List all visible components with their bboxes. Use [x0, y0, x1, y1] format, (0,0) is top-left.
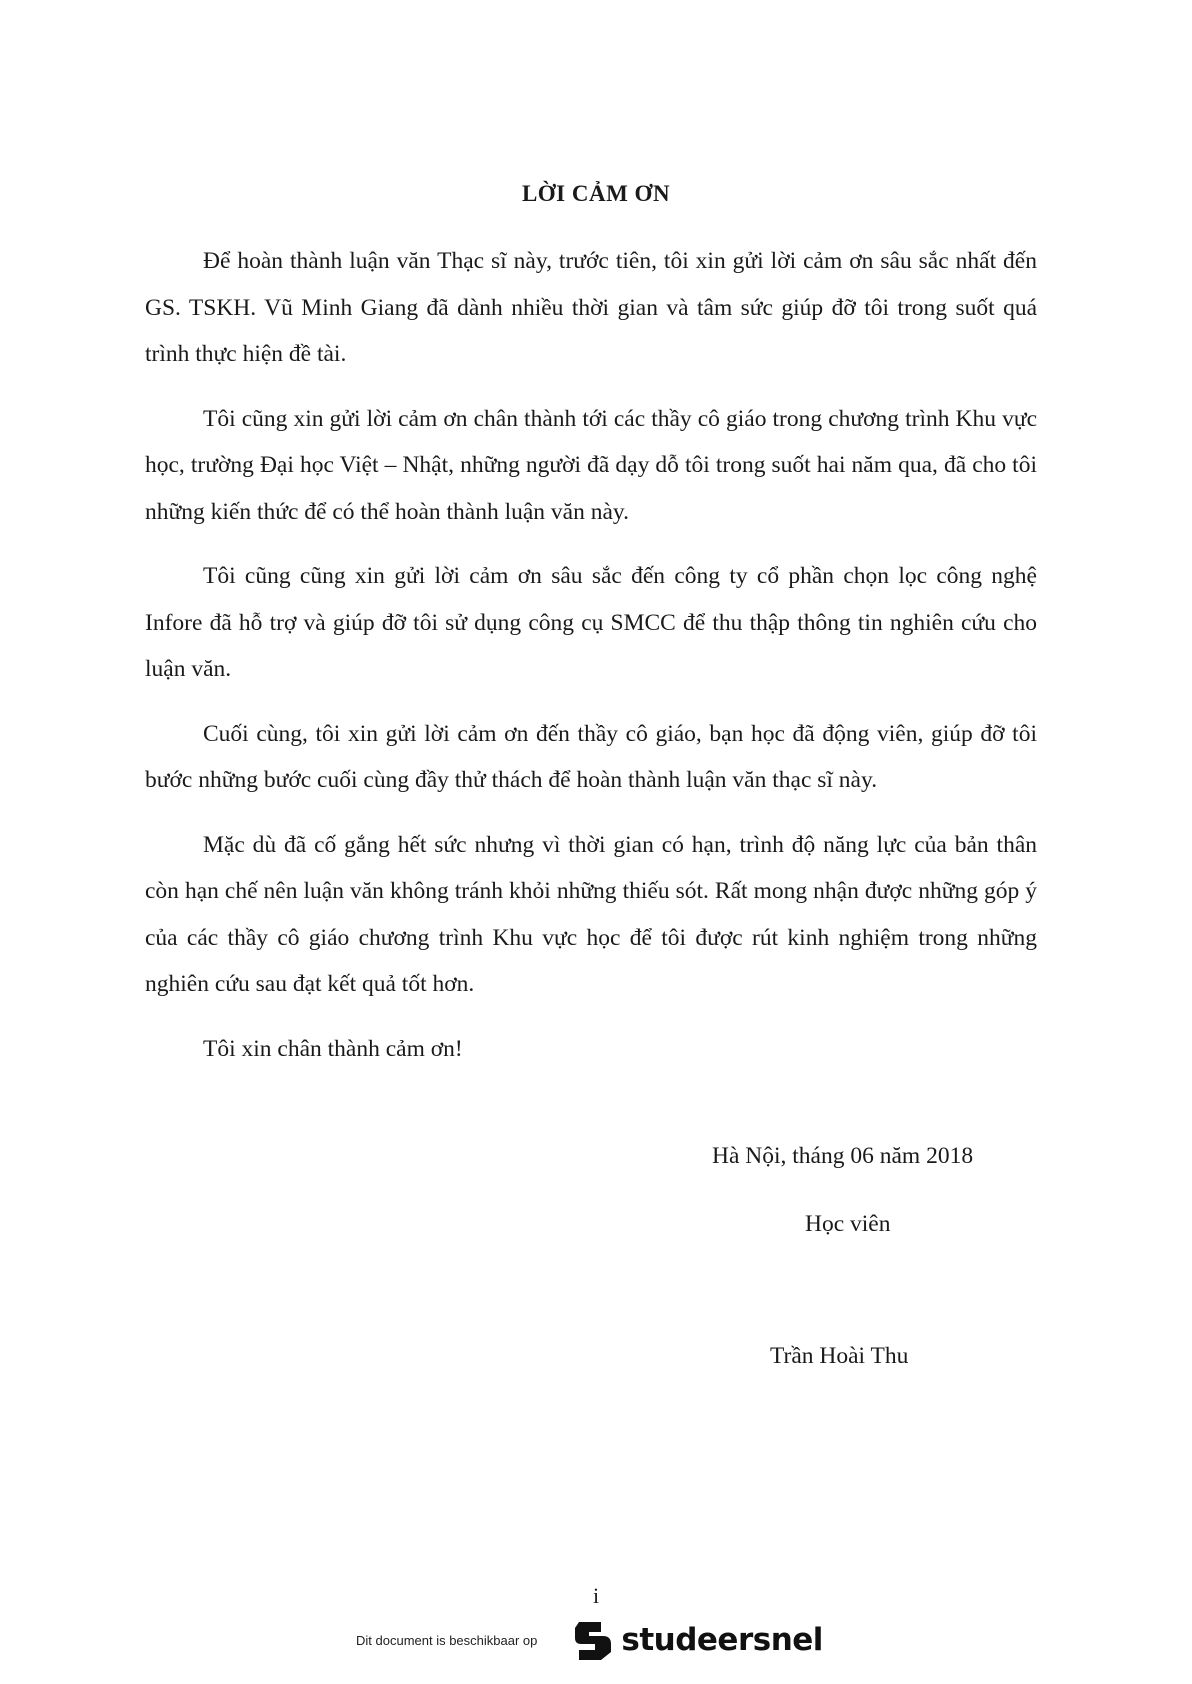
footer	[356, 1615, 823, 1665]
signature-role: Học viên	[805, 1211, 891, 1237]
paragraph: Cuối cùng, tôi xin gửi lời cảm ơn đến thầy cô giáo, bạn học đã động viên, giúp đỡ tôi bước những bước cuối cùng đầy thử thách để hoàn thành luận văn thạc sĩ này.	[145, 720, 1037, 793]
footer-note: Dit document is beschikbaar op	[356, 1632, 538, 1648]
signature-name: Trần Hoài Thu	[770, 1343, 909, 1369]
paragraph: Mặc dù đã cố gắng hết sức nhưng vì thời gian có hạn, trình độ năng lực của bản thân còn hạn chế nên luận văn không tránh khỏi những thiếu sót. Rất mong nhận được những góp ý của các thầy cô giáo chương trình Khu vực học để tôi được rút kinh nghiệm trong những nghiên cứu sau đạt kết quả tốt hơn.	[145, 831, 1037, 997]
studeersnel-logo-link[interactable]	[571, 1618, 823, 1662]
studeersnel-logo-icon	[571, 1618, 615, 1662]
page-number: i	[592, 1583, 600, 1608]
paragraph: Tôi cũng cũng xin gửi lời cảm ơn sâu sắc đến công ty cổ phần chọn lọc công nghệ Infore đã hỗ trợ và giúp đỡ tôi sử dụng công cụ SMCC để thu thập thông tin nghiên cứu cho luận văn.	[145, 563, 1037, 682]
signature-place-date: Hà Nội, tháng 06 năm 2018	[712, 1143, 974, 1169]
brand-name: studeersnel	[621, 1622, 823, 1658]
paragraph: Tôi xin chân thành cảm ơn!	[203, 1035, 463, 1062]
paragraph: Tôi cũng xin gửi lời cảm ơn chân thành tới các thầy cô giáo trong chương trình Khu vực học, trường Đại học Việt – Nhật, những người đã dạy dỗ tôi trong suốt hai năm qua, đã cho tôi những kiến thức để có thể hoàn thành luận văn này.	[145, 405, 1037, 525]
page-title: LỜI CẢM ƠN	[521, 181, 671, 206]
paragraph: Để hoàn thành luận văn Thạc sĩ này, trước tiên, tôi xin gửi lời cảm ơn sâu sắc nhất đến GS. TSKH. Vũ Minh Giang đã dành nhiều thời gian và tâm sức giúp đỡ tôi trong suốt quá trình thực hiện đề tài.	[145, 248, 1037, 367]
body-text	[145, 238, 1037, 1090]
